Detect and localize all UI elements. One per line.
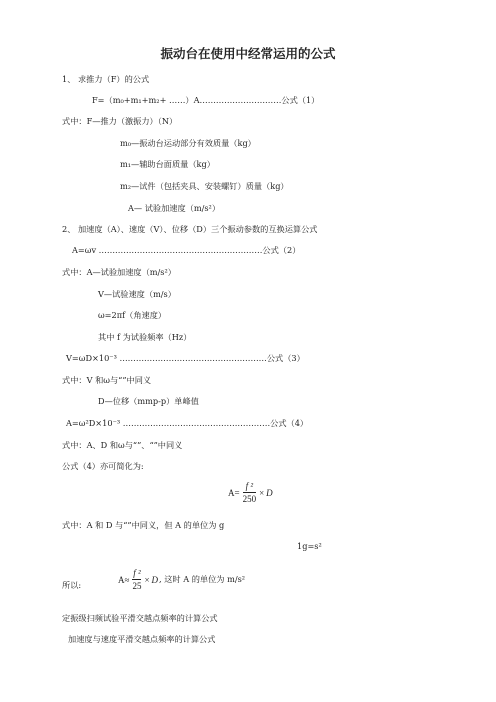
text-line: 公式（4）亦可简化为:: [62, 461, 144, 471]
formula-var: D: [266, 487, 273, 498]
text-line: m₂—试件（包括夹具、安装螺钉）质量（kg）: [120, 181, 289, 191]
text-line: 式中：A 和 D 与“”中同义，但 A 的单位为 g: [62, 520, 225, 530]
text-line: A=ω²D×10⁻³ ………………………………………………公式（4）: [66, 418, 309, 428]
fraction: [132, 568, 141, 591]
text-line: 式中：A—试验加速度（m/s²）: [62, 267, 176, 277]
text-line: 所以:: [62, 580, 82, 590]
fraction-denominator: 250: [242, 494, 257, 504]
text-line: D—位移（mmp-p）单峰值: [98, 396, 199, 406]
formula-var: D: [151, 574, 159, 585]
text-line: 1g=s²: [297, 541, 322, 551]
fraction-bar: [132, 579, 141, 580]
formula-simplified: [228, 481, 273, 504]
text-line: m₁—辅助台面质量（kg）: [120, 159, 215, 169]
fraction-numerator: f ²: [133, 568, 141, 578]
text-line: 式中：V 和ω与“”中同义: [62, 375, 152, 385]
text-line: 其中 f 为试验频率（Hz）: [98, 332, 192, 342]
formula-times: ×: [259, 487, 265, 498]
formula-times: ×: [144, 574, 150, 585]
text-line: 2、 加速度（A）、速度（V）、位移（D）三个振动参数的互换运算公式: [62, 224, 318, 234]
text-line: 式中：A、D 和ω与“”、“”中同义: [62, 440, 183, 450]
text-line: V=ωD×10⁻³ ………………………………………………公式（3）: [66, 353, 305, 363]
text-line: 定振级扫频试验平滑交越点频率的计算公式: [62, 613, 218, 623]
text-line: ω=2πf（角速度）: [98, 310, 167, 320]
text-line: 加速度与速度平滑交越点频率的计算公式: [68, 634, 216, 644]
formula-prefix: A≈: [118, 574, 130, 585]
text-line: 式中：F—推力（激振力）（N）: [62, 116, 178, 126]
fraction: [243, 481, 257, 504]
formula-approx: [118, 568, 245, 591]
text-line: V—试验速度（m/s）: [98, 289, 176, 299]
formula-unit-note: , 这时 A 的单位为 m/s²: [159, 574, 246, 584]
formula-prefix: A=: [228, 487, 240, 498]
text-line: F=（m₀+m₁+m₂+ ……）A…………………………公式（1）: [92, 95, 320, 105]
text-line: 1、 求推力（F）的公式: [62, 74, 150, 84]
text-line: A=ωv ……………………………………………………公式（2）: [72, 245, 301, 255]
fraction-numerator: f ²: [245, 481, 254, 491]
fraction-bar: [243, 492, 257, 493]
text-line: A— 试验加速度（m/s²）: [128, 203, 221, 213]
text-line: m₀—振动台运动部分有效质量（kg）: [120, 138, 256, 148]
fraction-denominator: 25: [132, 581, 142, 591]
page-title: 振动台在使用中经常运用的公式: [160, 46, 336, 61]
